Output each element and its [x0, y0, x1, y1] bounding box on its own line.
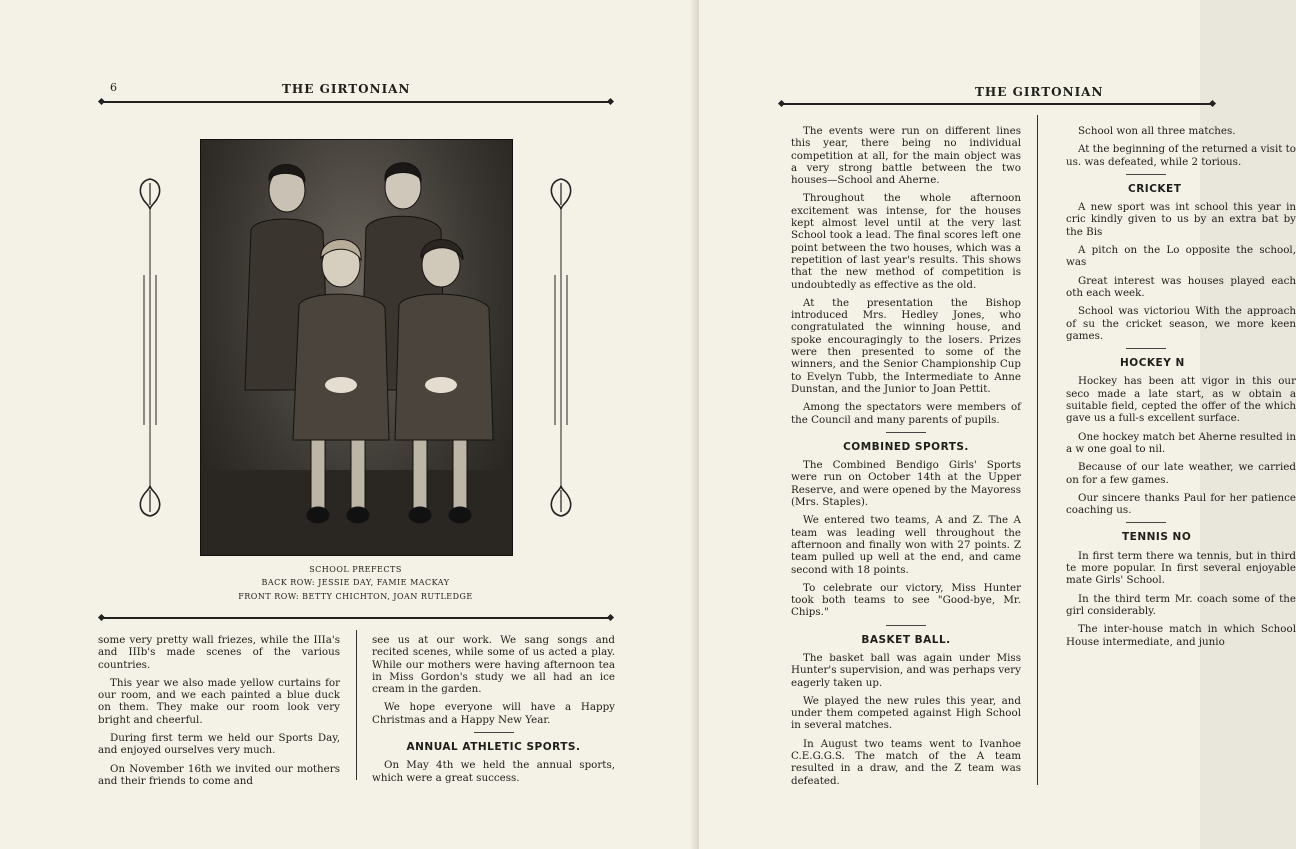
paragraph: This year we also made yellow curtains for our room, and we each painted a blue duck on them. They make our room look very bright and cheerful.: [98, 676, 340, 726]
paragraph: During first term we held our Sports Day, and enjoyed ourselves very much.: [98, 732, 340, 757]
running-header: THE GIRTONIAN: [282, 82, 411, 96]
paragraph: A pitch on the Lo opposite the school, was: [1066, 244, 1296, 269]
paragraph: some very pretty wall friezes, while the IIIa's and IIIb's made scenes of the various countries.: [98, 634, 340, 671]
separator: [886, 432, 926, 433]
separator: [886, 625, 926, 626]
paragraph: Throughout the whole afternoon excitement was intense, for the houses kept almost level until at the very last School took a lead. The final scores left one point between the two houses, which was a repetition of last year's results. This shows that the new method of competition is undoubtedly as effective as the old.: [791, 192, 1021, 291]
paragraph: Among the spectators were members of the Council and many parents of pupils.: [791, 401, 1021, 426]
caption-back-row: BACK ROW: JESSIE DAY, FAMIE MACKAY: [261, 578, 450, 587]
group-portrait-image: [201, 140, 512, 555]
caption-title: SCHOOL PREFECTS: [309, 565, 402, 574]
paragraph: Because of our late weather, we carried on for a few games.: [1066, 461, 1296, 486]
paragraph: School was victoriou With the approach of su the cricket season, we more keen games.: [1066, 305, 1296, 342]
paragraph: On November 16th we invited our mothers and their friends to come and: [98, 762, 340, 787]
paragraph: In first term there wa tennis, but in third te more popular. In first several enjoyable mate Girls' School.: [1066, 549, 1296, 587]
caption-front-row: FRONT ROW: BETTY CHICHTON, JOAN RUTLEDGE: [238, 592, 473, 601]
paragraph: The events were run on different lines this year, there being no individual competition at all, for the main object was a very strong battle between the two houses—School and Aherne.: [791, 125, 1021, 187]
separator: [1126, 348, 1166, 349]
paragraph: Great interest was houses played each oth each week.: [1066, 274, 1296, 299]
art-nouveau-ornament-left: [135, 175, 165, 520]
left-column-2: [372, 634, 615, 790]
right-page: [699, 0, 1296, 849]
section-heading: COMBINED SPORTS.: [843, 440, 969, 453]
paragraph: One hockey match bet Aherne resulted in a w one goal to nil.: [1066, 430, 1296, 455]
prefects-photograph: [200, 139, 513, 556]
art-nouveau-ornament-right: [546, 175, 576, 520]
paragraph: Our sincere thanks Paul for her patience coaching us.: [1066, 491, 1296, 517]
left-column-1: [98, 634, 340, 793]
paragraph: In August two teams went to Ivanhoe C.E.G.G.S. The match of the A team resulted in a draw, and the Z team was defeated.: [791, 737, 1021, 787]
paragraph: see us at our work. We sang songs and recited scenes, while some of us acted a play. While our mothers were having afternoon tea in Miss Gordon's study we all had an ice cream in the garden.: [372, 634, 615, 696]
paragraph: Hockey has been att vigor in this our seco made a late start, as w obtain a suitable field, cepted the offer of the which gave us a full-s excellent surface.: [1066, 375, 1296, 425]
separator: [474, 732, 514, 733]
paragraph: We played the new rules this year, and under them competed against High School in several matches.: [791, 694, 1021, 732]
running-header: THE GIRTONIAN: [975, 85, 1104, 99]
paragraph: We entered two teams, A and Z. The A team was leading well throughout the afternoon and finally won with 27 points. Z team pulled up well at the end, and came second with 18 points.: [791, 514, 1021, 576]
section-rule: [102, 617, 610, 619]
paragraph: On May 4th we held the annual sports, which were a great success.: [372, 759, 615, 784]
column-divider: [356, 630, 357, 780]
section-heading: HOCKEY N: [1120, 357, 1185, 370]
paragraph: The Combined Bendigo Girls' Sports were run on October 14th at the Upper Reserve, and were opened by the Mayoress (Mrs. Staples).: [791, 459, 1021, 509]
section-heading: ANNUAL ATHLETIC SPORTS.: [406, 741, 581, 754]
paragraph: In the third term Mr. coach some of the girl considerably.: [1066, 592, 1296, 617]
paragraph: We hope everyone will have a Happy Christmas and a Happy New Year.: [372, 701, 615, 726]
separator: [1126, 522, 1166, 523]
paragraph: School won all three matches.: [1078, 125, 1236, 137]
header-rule: [782, 103, 1212, 105]
section-heading: CRICKET: [1128, 182, 1182, 195]
paragraph: The basket ball was again under Miss Hunter's supervision, and was perhaps very eagerly taken up.: [791, 651, 1021, 689]
paragraph: A new sport was int school this year in cric kindly given to us by an extra bat by the Bis: [1066, 201, 1296, 238]
column-divider: [1037, 115, 1038, 785]
page-number: 6: [110, 81, 117, 94]
paragraph: At the presentation the Bishop introduced Mrs. Hedley Jones, who congratulated the winning house, and spoke encouragingly to the losers. Prizes were then presented to some of the winners, and the Senior Championship Cup to Evelyn Tubb, the Intermediate to Anne Dunstan, and the Junior to Joan Pettit.: [791, 296, 1021, 395]
header-rule: [102, 101, 610, 103]
separator: [1126, 174, 1166, 175]
paragraph: At the beginning of the returned a visit to us. was defeated, while 2 torious.: [1066, 143, 1296, 168]
section-heading: BASKET BALL.: [861, 633, 951, 646]
section-heading: TENNIS NO: [1122, 531, 1192, 544]
right-column-2-cropped: [1066, 125, 1296, 654]
paragraph: To celebrate our victory, Miss Hunter took both teams to see "Good-bye, Mr. Chips.": [791, 581, 1021, 619]
right-column-1: [791, 125, 1021, 793]
paragraph: The inter-house match in which School House intermediate, and junio: [1066, 623, 1296, 648]
